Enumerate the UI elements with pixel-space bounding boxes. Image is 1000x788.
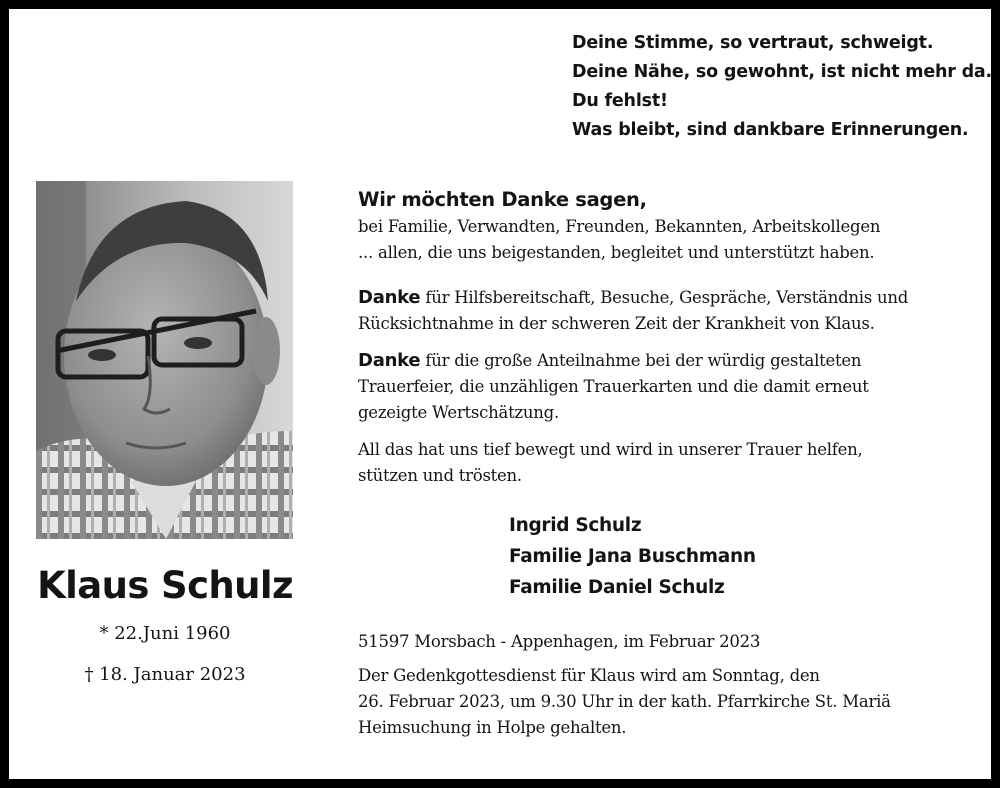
thanks-intro bbox=[358, 214, 958, 266]
text-line: Trauerfeier, die unzähligen Trauerkarten und die damit erneut bbox=[358, 377, 869, 396]
thanks-paragraph-2 bbox=[358, 348, 958, 426]
motto-line: Deine Stimme, so vertraut, schweigt. bbox=[572, 33, 934, 53]
text-line bbox=[358, 285, 958, 311]
text-segment: für die große Anteilnahme bei der würdig gestalteten bbox=[420, 351, 862, 370]
text-line: stützen und trösten. bbox=[358, 466, 522, 485]
text-line bbox=[358, 348, 958, 374]
text-line: bei Familie, Verwandten, Freunden, Bekannten, Arbeitskollegen bbox=[358, 217, 881, 236]
text-line: Rücksichtnahme in der schweren Zeit der Krankheit von Klaus. bbox=[358, 314, 875, 333]
deceased-name: Klaus Schulz bbox=[37, 564, 293, 607]
thanks-heading: Wir möchten Danke sagen, bbox=[358, 188, 647, 211]
text-line: gezeigte Wertschätzung. bbox=[358, 403, 559, 422]
text-line: Der Gedenkgottesdienst für Klaus wird am Sonntag, den bbox=[358, 666, 820, 685]
text-line: ... allen, die uns beigestanden, begleitet und unterstützt haben. bbox=[358, 243, 875, 262]
text-segment: für Hilfsbereitschaft, Besuche, Gespräche, Verständnis und bbox=[420, 288, 909, 307]
motto-line: Du fehlst! bbox=[572, 91, 668, 111]
thanks-paragraph-1 bbox=[358, 285, 958, 337]
portrait-illustration bbox=[36, 181, 293, 539]
place-date: 51597 Morsbach - Appenhagen, im Februar 2023 bbox=[358, 632, 761, 651]
text-line: Heimsuchung in Holpe gehalten. bbox=[358, 718, 627, 737]
danke-keyword: Danke bbox=[358, 287, 421, 308]
signature-line: Familie Daniel Schulz bbox=[509, 577, 725, 598]
signature-line: Familie Jana Buschmann bbox=[509, 546, 756, 567]
thanks-paragraph-3 bbox=[358, 437, 958, 489]
memorial-service-note bbox=[358, 663, 958, 741]
motto-poem bbox=[572, 29, 992, 145]
birth-date: * 22.Juni 1960 bbox=[99, 623, 231, 644]
text-line: All das hat uns tief bewegt und wird in unserer Trauer helfen, bbox=[358, 440, 863, 459]
text-line: 26. Februar 2023, um 9.30 Uhr in der kath. Pfarrkirche St. Mariä bbox=[358, 692, 891, 711]
signature-line: Ingrid Schulz bbox=[509, 515, 642, 536]
death-date: † 18. Januar 2023 bbox=[84, 664, 246, 685]
portrait-photo bbox=[36, 181, 293, 539]
signatures bbox=[509, 510, 756, 603]
motto-line: Deine Nähe, so gewohnt, ist nicht mehr da. bbox=[572, 62, 992, 82]
motto-line: Was bleibt, sind dankbare Erinnerungen. bbox=[572, 120, 969, 140]
danke-keyword: Danke bbox=[358, 350, 421, 371]
